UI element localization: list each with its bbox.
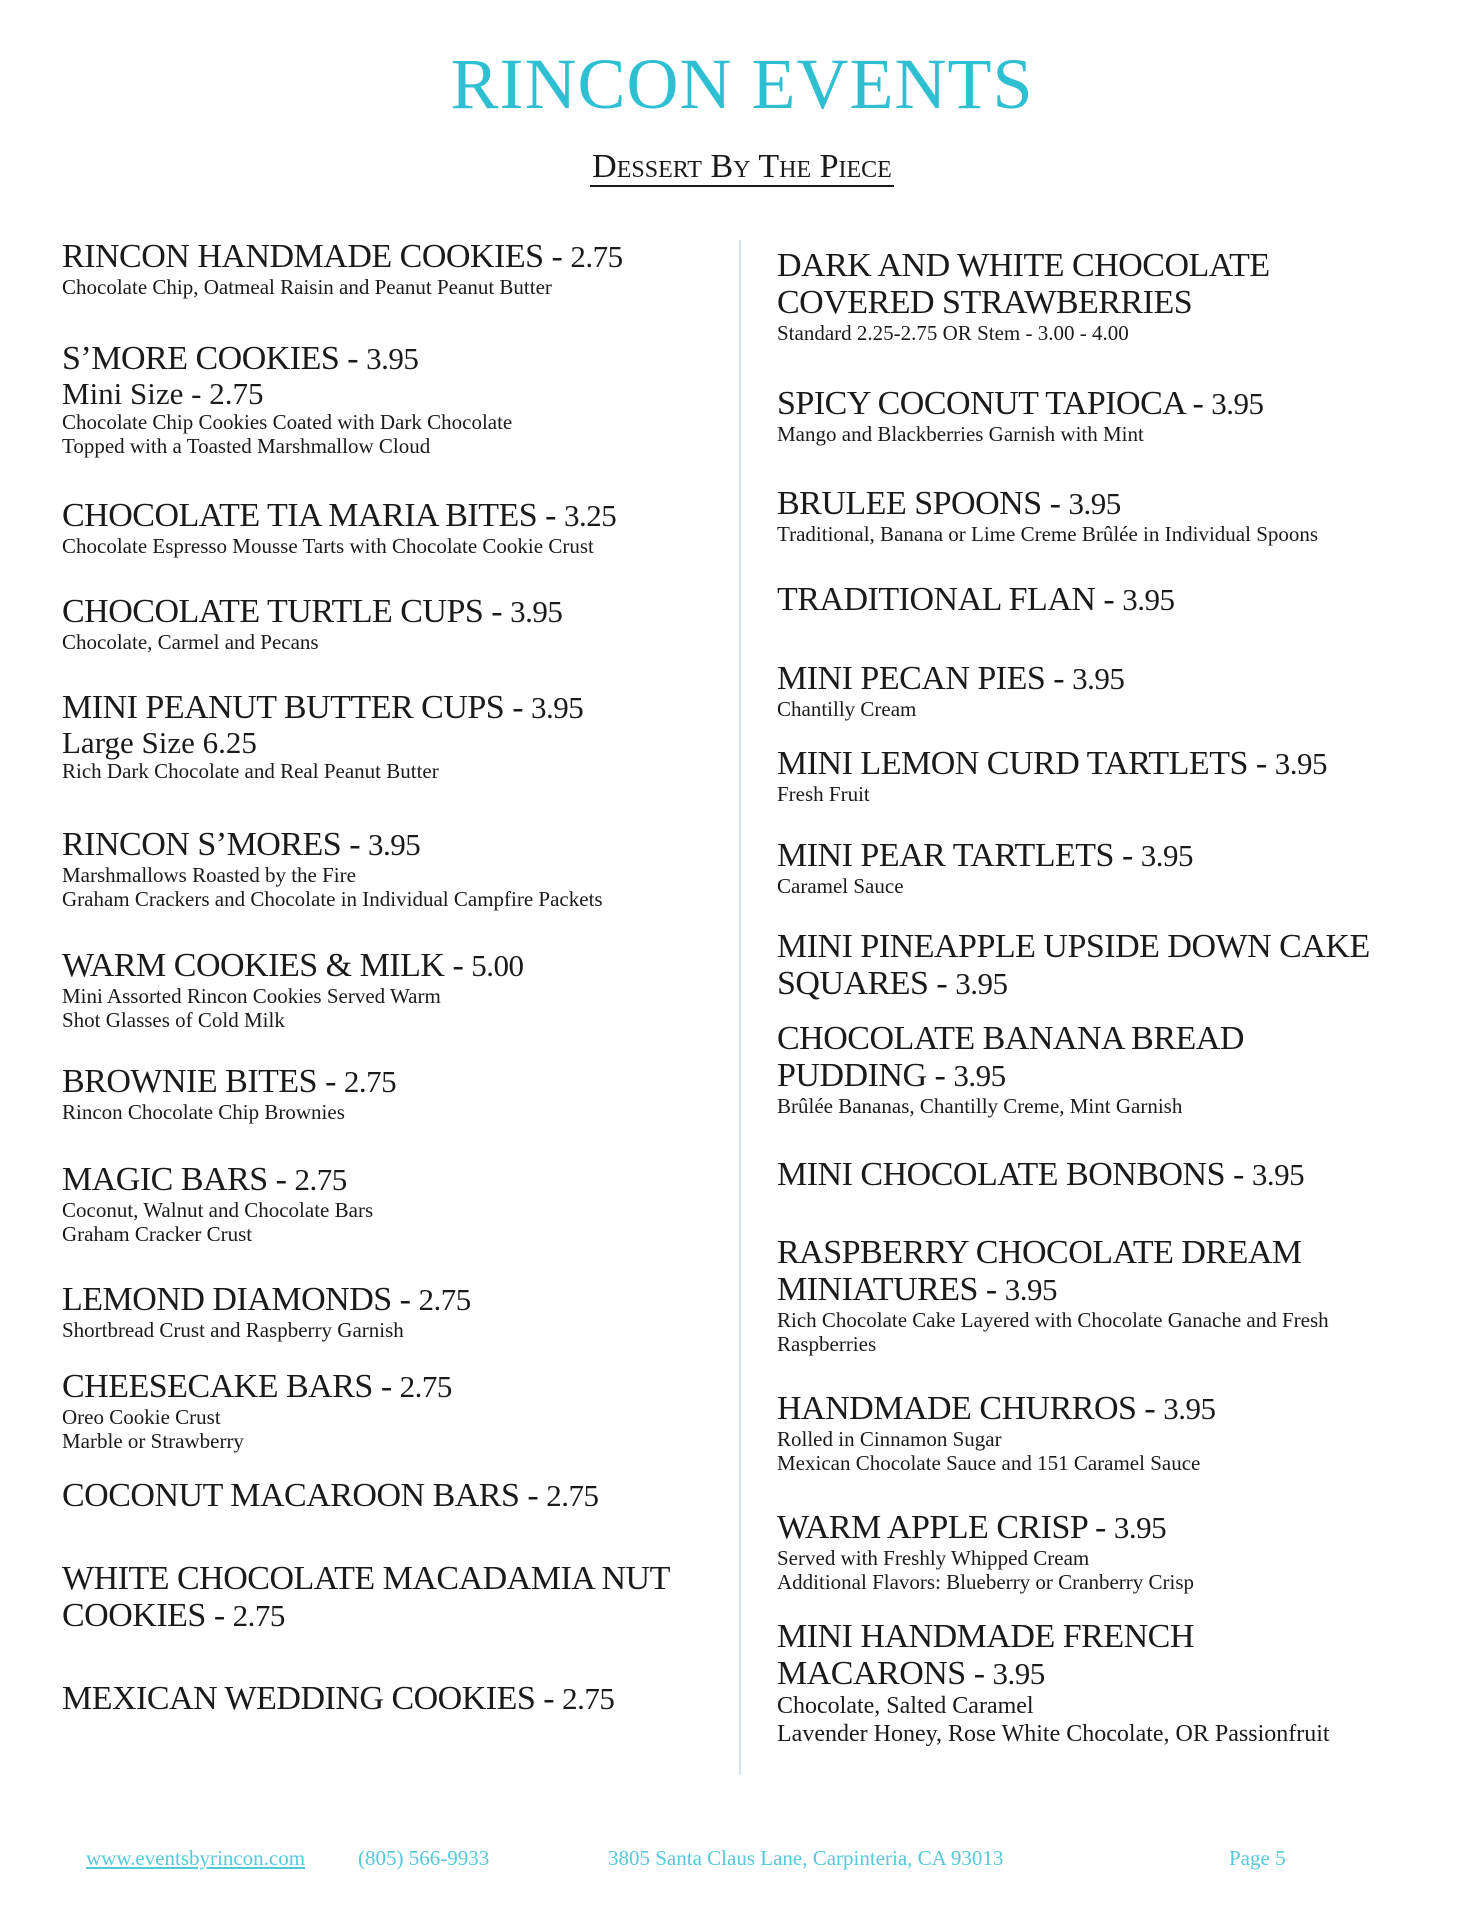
phone-number: (805) 566-9933 <box>358 1846 490 1870</box>
menu-item: CHEESECAKE BARS - 2.75 Oreo Cookie Crust Marble or Strawberry <box>62 1368 452 1453</box>
menu-item: RASPBERRY CHOCOLATE DREAM MINIATURES - 3.95 Rich Chocolate Cake Layered with Chocolate Ganache and Fresh Raspberries <box>777 1234 1329 1356</box>
brand-title: RINCON EVENTS <box>450 44 1034 124</box>
menu-item: WARM APPLE CRISP - 3.95 Served with Freshly Whipped Cream Additional Flavors: Blueberry or Cranberry Crisp <box>777 1509 1195 1594</box>
page-number: Page 5 <box>1229 1846 1286 1870</box>
menu-item: LEMOND DIAMONDS - 2.75 Shortbread Crust and Raspberry Garnish <box>62 1281 471 1342</box>
menu-item: CHOCOLATE TURTLE CUPS - 3.95 Chocolate, Carmel and Pecans <box>62 593 563 654</box>
menu-item: RINCON HANDMADE COOKIES - 2.75 Chocolate Chip, Oatmeal Raisin and Peanut Peanut Butter <box>62 238 623 299</box>
menu-item: MINI PEANUT BUTTER CUPS - 3.95 Large Size 6.25 Rich Dark Chocolate and Real Peanut Butter <box>62 689 584 783</box>
menu-item: BROWNIE BITES - 2.75 Rincon Chocolate Chip Brownies <box>62 1063 397 1124</box>
menu-item: SPICY COCONUT TAPIOCA - 3.95 Mango and Blackberries Garnish with Mint <box>777 385 1264 446</box>
menu-item: HANDMADE CHURROS - 3.95 Rolled in Cinnamon Sugar Mexican Chocolate Sauce and 151 Caramel Sauce <box>777 1390 1216 1475</box>
menu-item: RINCON S’MORES - 3.95 Marshmallows Roasted by the Fire Graham Crackers and Chocolate in Individual Campfire Packets <box>62 826 603 911</box>
menu-item: CHOCOLATE TIA MARIA BITES - 3.25 Chocolate Espresso Mousse Tarts with Chocolate Cookie Crust <box>62 497 617 558</box>
menu-item: CHOCOLATE BANANA BREAD PUDDING - 3.95 Brûlée Bananas, Chantilly Creme, Mint Garnish <box>777 1020 1244 1118</box>
page-footer <box>0 1846 1484 1876</box>
menu-item: WARM COOKIES & MILK - 5.00 Mini Assorted Rincon Cookies Served Warm Shot Glasses of Cold Milk <box>62 947 524 1032</box>
menu-item: MINI CHOCOLATE BONBONS - 3.95 <box>777 1156 1305 1193</box>
address: 3805 Santa Claus Lane, Carpinteria, CA 93013 <box>608 1846 1004 1870</box>
menu-item: MINI HANDMADE FRENCH MACARONS - 3.95 Chocolate, Salted Caramel Lavender Honey, Rose White Chocolate, OR Passionfruit <box>777 1618 1330 1747</box>
menu-item: BRULEE SPOONS - 3.95 Traditional, Banana or Lime Creme Brûlée in Individual Spoons <box>777 485 1319 546</box>
menu-item: WHITE CHOCOLATE MACADAMIA NUT COOKIES - 2.75 <box>62 1560 670 1634</box>
menu-item: COCONUT MACAROON BARS - 2.75 <box>62 1477 599 1514</box>
column-divider <box>739 240 741 1775</box>
menu-item: MINI PEAR TARTLETS - 3.95 Caramel Sauce <box>777 837 1194 898</box>
menu-item: S’MORE COOKIES - 3.95 Mini Size - 2.75 Chocolate Chip Cookies Coated with Dark Chocolate Topped with a Toasted Marshmallow Cloud <box>62 340 513 458</box>
menu-item: DARK AND WHITE CHOCOLATE COVERED STRAWBERRIES Standard 2.25-2.75 OR Stem - 3.00 - 4.00 <box>777 247 1270 345</box>
menu-item: TRADITIONAL FLAN - 3.95 <box>777 581 1175 618</box>
website-link[interactable]: www.eventsbyrincon.com <box>86 1846 306 1870</box>
menu-item: MEXICAN WEDDING COOKIES - 2.75 <box>62 1680 615 1717</box>
menu-item: MINI PINEAPPLE UPSIDE DOWN CAKE SQUARES - 3.95 <box>777 928 1370 1002</box>
menu-item: MAGIC BARS - 2.75 Coconut, Walnut and Chocolate Bars Graham Cracker Crust <box>62 1161 374 1246</box>
menu-item: MINI LEMON CURD TARTLETS - 3.95 Fresh Fruit <box>777 745 1327 806</box>
page-subtitle: Dessert By The Piece <box>592 148 892 185</box>
menu-item: MINI PECAN PIES - 3.95 Chantilly Cream <box>777 660 1125 721</box>
